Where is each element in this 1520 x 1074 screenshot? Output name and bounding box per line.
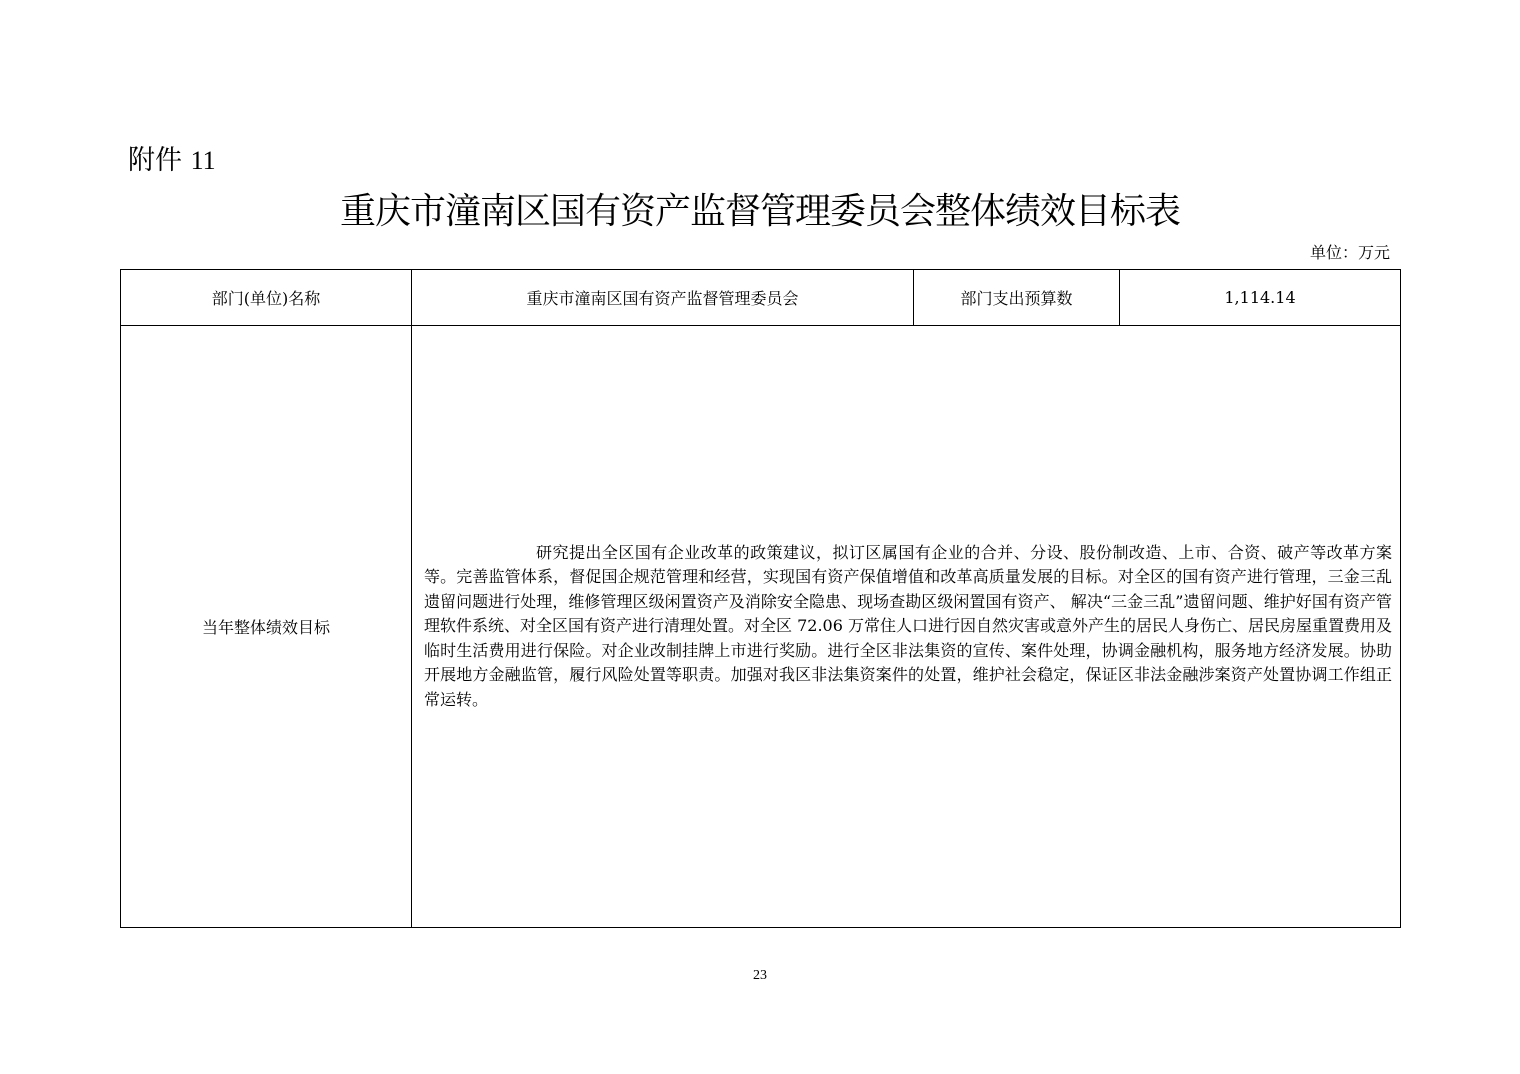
table-row (121, 326, 1401, 928)
budget-label: 部门支出预算数 (914, 270, 1120, 326)
unit-label: 单位：万元 (1309, 243, 1390, 262)
goal-text: 研究提出全区国有企业改革的政策建议，拟订区属国有企业的合并、分设、股份制改造、上市、合资、破产等改革方案等。完善监管体系，督促国企规范管理和经营，实现国有资产保值增值和改革高质量发展的目标。对全区的国有资产进行管理，三金三乱遗留问题进行处理，维修管理区级闲置资产及消除安全隐患、现场查勘区级闲置国有资产、 解决“三金三乱”遗留问题、维护好国有资产管理软件系统、对全区国有资产进行清理处置。对全区 72.06 万常住人口进行因自然灾害或意外产生的居民人身伤亡、居民房屋重置费用及临时生活费用进行保险。对企业改制挂牌上市进行奖励。进行全区非法集资的宣传、案件处理，协调金融机构，服务地方经济发展。协助开展地方金融监管，履行风险处置等职责。加强对我区非法集资案件的处置，维护社会稳定，保证区非法金融涉案资产处置协调工作组正常运转。 (424, 543, 1392, 709)
page-number: 23 (753, 968, 767, 983)
department-name-label: 部门(单位)名称 (121, 270, 412, 326)
document-title: 重庆市潼南区国有资产监督管理委员会整体绩效目标表 (339, 191, 1180, 232)
attachment-label (128, 143, 216, 179)
goal-cell (412, 326, 1401, 928)
attachment-number: 11 (190, 146, 216, 175)
performance-goal-table (120, 269, 1401, 928)
table-row (121, 270, 1401, 326)
attachment-label-text: 附件 (128, 145, 182, 176)
department-name-value: 重庆市潼南区国有资产监督管理委员会 (412, 270, 914, 326)
budget-value: 1,114.14 (1120, 270, 1401, 326)
goal-label: 当年整体绩效目标 (121, 326, 412, 928)
